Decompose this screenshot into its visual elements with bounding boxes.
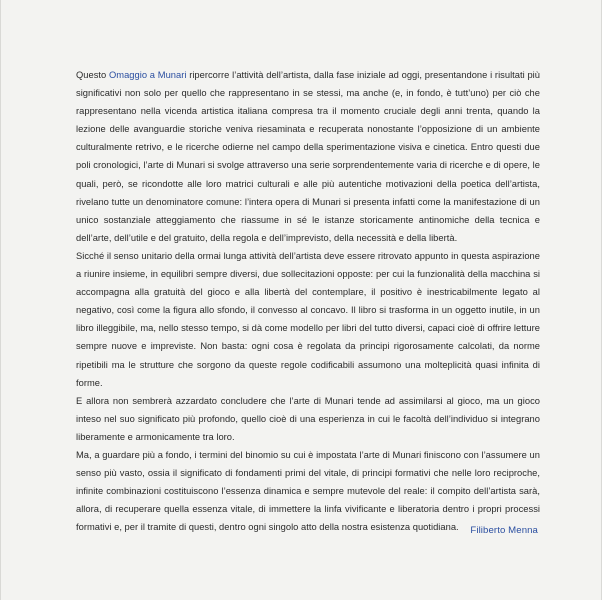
paragraph-2: Sicché il senso unitario della ormai lunga attività dell’artista deve essere ritrovato appunto in questa aspirazione a riunire insieme, in equilibri sempre diversi, due sollecitazioni opposte: per cui la funzionalità della macchina si accompagna alla gratuità del gioco e alla libertà del contemplare, il positivo è inestricabilmente legato al negativo, così come la figura allo sfondo, il convesso al concavo. Il libro si trasforma in un oggetto inutile, in un libro illeggibile, ma, nello stesso tempo, si dà come modello per libri del tutto diversi, capaci cioè di offrire letture sempre nuove e impreviste. Non basta: ogni cosa è regolata da principi rigorosamente calcolati, da norme ripetibili ma le strutture che sorgono da queste regole codificabili assumono una molteplicità quasi infinita di forme. [76,250,540,388]
essay-body [76,66,540,536]
author-signature: Filiberto Menna [470,525,538,536]
intro-lead: Questo [76,70,109,80]
paragraph-3: E allora non sembrerà azzardato concludere che l’arte di Munari tende ad assimilarsi al gioco, ma un gioco inteso nel suo significato più profondo, quello cioè di una esperienza in cui le facoltà dell’individuo si integrano liberamente e armonicamente tra loro. [76,395,540,442]
paragraph-1 [76,66,540,247]
paragraph-4: Ma, a guardare più a fondo, i termini del binomio su cui è impostata l’arte di Munari finiscono con l’assumere un senso più vasto, ossia il significato di fondamenti primi del vitale, di principi formativi che nelle loro reciproche, infinite combinazioni costituiscono l’essenza dinamica e sempre mutevole del reale: il compito dell’artista sarà, allora, di recuperare quella essenza vitale, di immettere la linfa vivificante e liberatoria dentro i propri processi formativi e, per il tramite di questi, dentro ogni singolo atto della nostra esistenza quotidiana. [76,449,540,533]
paragraph-1-text: ripercorre l’attività dell’artista, dalla fase iniziale ad oggi, presentandone i risultati più significativi non solo per quello che rappresentano in se stessi, ma anche (e, in fondo, è tutt’uno) per ciò che rappresentano nella vicenda artistica italiana compresa tra il momento cruciale degli anni trenta, quando la lezione delle avanguardie storiche veniva riesaminata e recuperata nonostante l’opposizione di un ambiente culturalmente retrivo, e le ricerche odierne nel campo della sperimentazione visiva e cinetica. Entro questi due poli cronologici, l’arte di Munari si svolge attraverso una serie sorprendentemente varia di ricerche e di opere, le quali, però, se ricondotte alle loro matrici culturali e alle più autentiche motivazioni della poetica dell’artista, rivelano tutte un denominatore comune: l’intera opera di Munari si presenta infatti come la manifestazione di un unico sostanziale atteggiamento che riassume in sé le istanze storicamente antinomiche della tecnica e dell’arte, dell’utile e del gratuito, della regola e dell’imprevisto, della necessità e della libertà. [76,70,540,243]
title-highlight: Omaggio a Munari [109,70,187,80]
